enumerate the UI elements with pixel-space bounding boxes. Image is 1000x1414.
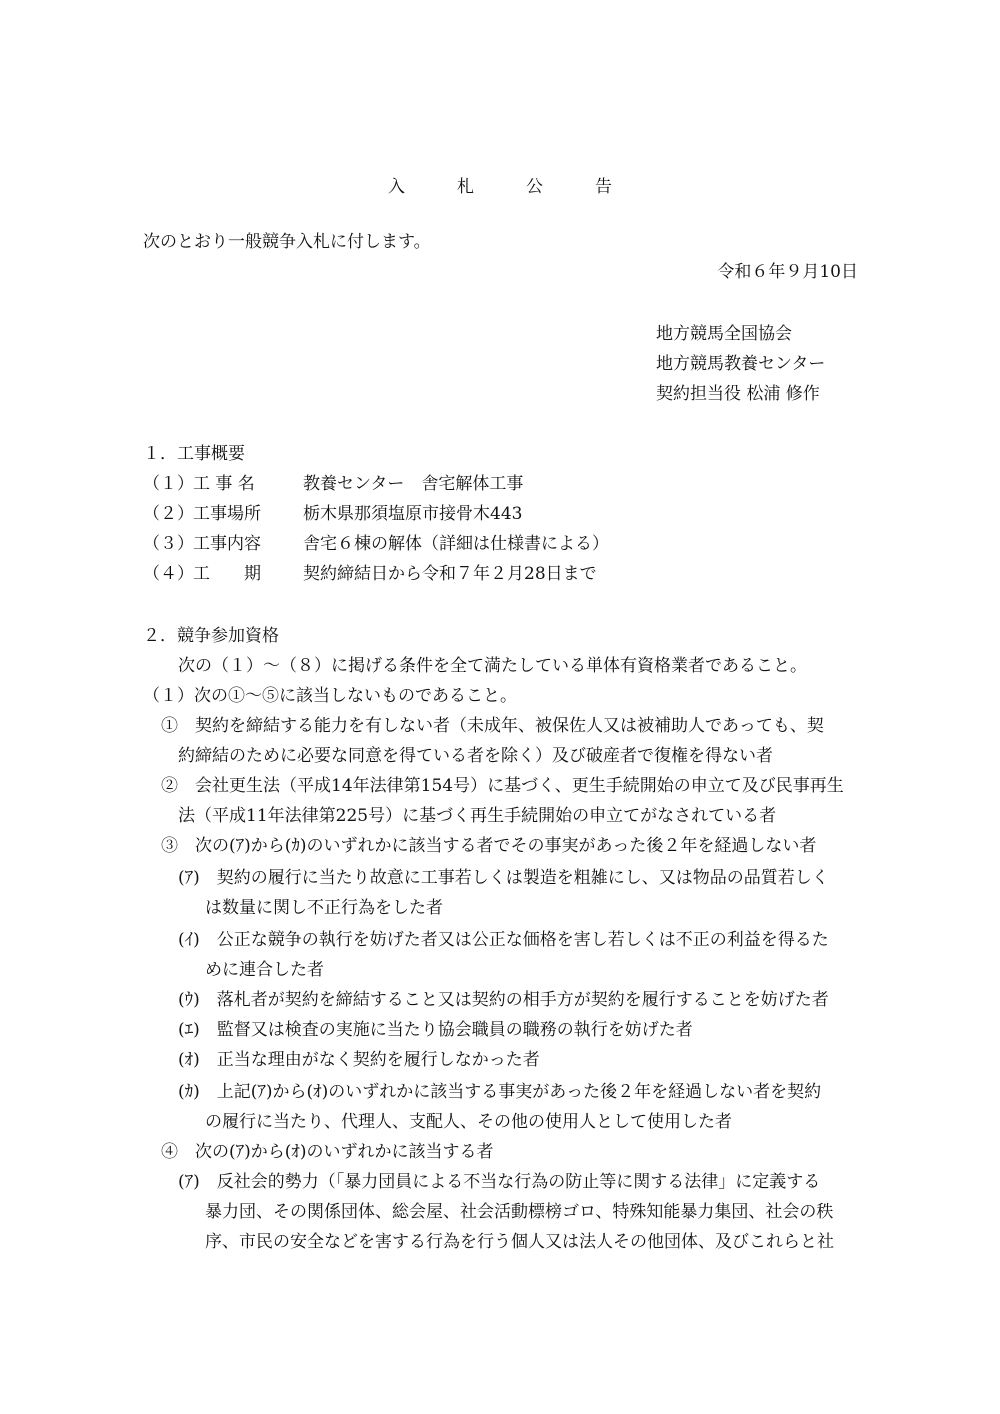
issuer-center: 地方競馬教養センター (656, 354, 826, 374)
condition-1: （１）次の①～⑤に該当しないものであること。 (143, 686, 517, 706)
overview-item (143, 472, 523, 496)
item-label: 工事内容 (193, 534, 261, 554)
section2-lead: 次の（１）～（８）に掲げる条件を全て満たしている単体有資格業者であること。 (178, 656, 807, 676)
clause-line: 暴力団、その関係団体、総会屋、社会活動標榜ゴロ、特殊知能暴力集団、社会の秩 (205, 1202, 834, 1222)
item-label: 工事場所 (193, 504, 261, 524)
clause-line: ③ 次の(ｱ)から(ｶ)のいずれかに該当する者でその事実があった後２年を経過しない者 (161, 836, 817, 856)
clause-line: は数量に関し不正行為をした者 (205, 898, 443, 918)
page-title: 入札公告 (388, 177, 664, 197)
clause-line: の履行に当たり、代理人、支配人、その他の使用人として使用した者 (205, 1112, 732, 1132)
issuer-org: 地方競馬全国協会 (656, 324, 792, 344)
overview-item (143, 532, 609, 556)
item-value: 舎宅６棟の解体（詳細は仕様書による） (303, 534, 609, 554)
intro-text: 次のとおり一般競争入札に付します。 (143, 232, 431, 252)
clause-line: (ｱ) 反社会的勢力（「暴力団員による不当な行為の防止等に関する法律」に定義する (178, 1172, 821, 1192)
clause-line: (ｱ) 契約の履行に当たり故意に工事若しくは製造を粗雑にし、又は物品の品質若しく (178, 868, 829, 888)
clause-line: ④ 次の(ｱ)から(ｵ)のいずれかに該当する者 (161, 1142, 494, 1162)
item-label: 工 事 名 (193, 474, 255, 494)
clause-line: (ｵ) 正当な理由がなく契約を履行しなかった者 (178, 1050, 540, 1070)
clause-line: ① 契約を締結する能力を有しない者（未成年、被保佐人又は被補助人であっても、契 (161, 716, 824, 736)
overview-item (143, 562, 597, 586)
item-number: （４） (143, 564, 194, 584)
item-value: 栃木県那須塩原市接骨木443 (303, 504, 523, 524)
section1-heading: １．工事概要 (143, 444, 245, 464)
item-number: （１） (143, 474, 194, 494)
clause-line: ② 会社更生法（平成14年法律第154号）に基づく、更生手続開始の申立て及び民事再生 (161, 776, 844, 796)
issuer-officer: 契約担当役 松浦 修作 (656, 384, 820, 404)
clause-line: (ｳ) 落札者が契約を締結すること又は契約の相手方が契約を履行することを妨げた者 (178, 990, 829, 1010)
item-value: 教養センター 舎宅解体工事 (303, 474, 524, 494)
clause-line: 法（平成11年法律第225号）に基づく再生手続開始の申立てがなされている者 (178, 806, 777, 826)
item-number: （３） (143, 534, 194, 554)
clause-line: (ｴ) 監督又は検査の実施に当たり協会職員の職務の執行を妨げた者 (178, 1020, 693, 1040)
item-label: 工 期 (193, 564, 261, 584)
clause-line: 約締結のために必要な同意を得ている者を除く）及び破産者で復権を得ない者 (178, 746, 773, 766)
clause-line: 序、市民の安全などを害する行為を行う個人又は法人その他団体、及びこれらと社 (205, 1232, 834, 1252)
clause-line: (ｲ) 公正な競争の執行を妨げた者又は公正な価格を害し若しくは不正の利益を得るた (178, 930, 829, 950)
section2-heading: ２．競争参加資格 (143, 626, 279, 646)
clause-line: めに連合した者 (205, 960, 324, 980)
clause-line: (ｶ) 上記(ｱ)から(ｵ)のいずれかに該当する事実があった後２年を経過しない者を契約 (178, 1082, 822, 1102)
date-text: 令和６年９月10日 (717, 262, 858, 282)
overview-item (143, 502, 522, 526)
item-number: （２） (143, 504, 194, 524)
item-value: 契約締結日から令和７年２月28日まで (303, 564, 597, 584)
